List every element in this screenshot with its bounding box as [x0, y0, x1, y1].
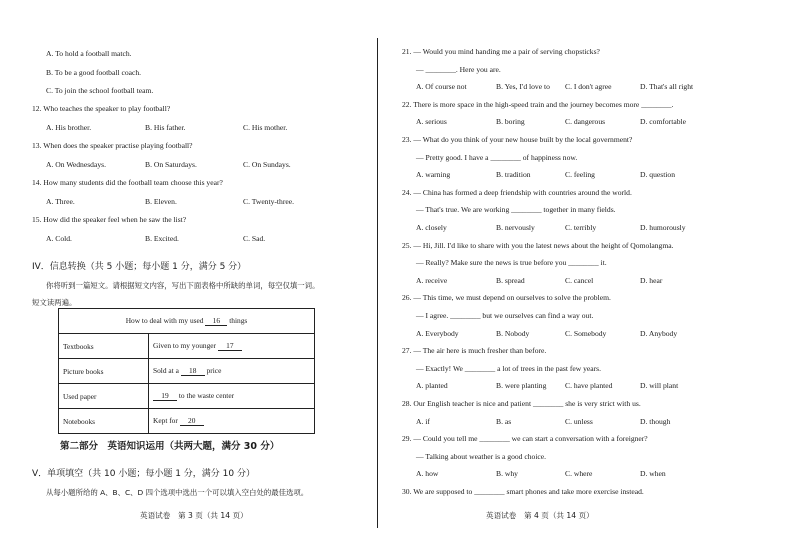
page-divider	[377, 38, 378, 528]
section-4-title: IV．信息转换（共 5 小题；每小题 1 分，满分 5 分）	[32, 262, 247, 272]
q13-stem: 13. When does the speaker practise playing football?	[32, 141, 193, 150]
question-reply: — I agree. ________ but we ourselves can find a way out.	[416, 311, 594, 320]
value-pre: Sold at a	[153, 366, 179, 375]
option-a[interactable]: A. warning	[416, 170, 451, 180]
option-d[interactable]: D. comfortable	[640, 117, 686, 127]
question-stem: 27. — The air here is much fresher than before.	[402, 346, 547, 356]
option-d[interactable]: D. Anybody	[640, 328, 678, 338]
option-c[interactable]: C. feeling	[565, 170, 595, 180]
q11-option-b: B. To be a good football coach.	[46, 68, 142, 77]
value-post: price	[206, 366, 222, 375]
option-d[interactable]: D. though	[640, 416, 671, 426]
question-stem: 29. — Could you tell me ________ we can start a conversation with a foreigner?	[402, 434, 648, 444]
option-b[interactable]: B. tradition	[496, 170, 531, 180]
question-stem: 23. — What do you think of your new house built by the local government?	[402, 135, 633, 144]
option-b[interactable]: B. nervously	[496, 223, 535, 232]
option-b[interactable]: B. Yes, I'd love to	[496, 82, 550, 92]
q12-option-b: B. His father.	[145, 123, 186, 132]
blank-17[interactable]: 17	[218, 341, 242, 351]
option-b[interactable]: B. why	[496, 469, 518, 479]
option-d[interactable]: D. will plant	[640, 381, 679, 391]
page-footer-right: 英语试卷 第 4 页（共 14 页）	[486, 511, 594, 520]
part-2-title: 第二部分 英语知识运用（共两大题，满分 30 分）	[60, 441, 280, 452]
blank-16[interactable]: 16	[205, 316, 227, 326]
question-stem: 22. There is more space in the high-speed train and the journey becomes more ________.	[402, 99, 674, 109]
q13-option-c: C. On Sundays.	[243, 160, 291, 169]
section-5-title: V．单项填空（共 10 小题；每小题 1 分，满分 10 分）	[32, 469, 255, 479]
table-row-label: Notebooks	[59, 409, 149, 434]
option-b[interactable]: B. boring	[496, 117, 525, 127]
question-reply: — Pretty good. I have a ________ of happiness now.	[416, 152, 578, 162]
table-row	[59, 359, 315, 384]
page-4-column	[384, 0, 794, 560]
option-a[interactable]: A. serious	[416, 117, 447, 127]
option-b[interactable]: B. Nobody	[496, 328, 530, 338]
table-row-value	[149, 409, 315, 434]
option-c[interactable]: C. unless	[565, 416, 593, 426]
q15-stem: 15. How did the speaker feel when he saw the list?	[32, 215, 187, 224]
table-row-label: Picture books	[59, 359, 149, 384]
question-reply: — Talking about weather is a good choice.	[416, 451, 547, 461]
value-pre: Kept for	[153, 416, 178, 425]
table-row-label: Used paper	[59, 384, 149, 409]
q12-stem: 12. Who teaches the speaker to play football?	[32, 104, 171, 113]
question-reply: — That's true. We are working ________ together in many fields.	[416, 205, 616, 215]
option-d[interactable]: D. hear	[640, 275, 663, 285]
blank-19[interactable]: 19	[153, 391, 177, 401]
option-d[interactable]: D. when	[640, 469, 666, 479]
option-a[interactable]: A. how	[416, 469, 439, 479]
q14-option-b: B. Eleven.	[145, 197, 177, 206]
option-b[interactable]: B. were planting	[496, 381, 547, 391]
info-table	[58, 308, 315, 434]
value-post: to the waste center	[178, 391, 235, 400]
question-reply: — Really? Make sure the news is true before you ________ it.	[416, 258, 607, 268]
q14-option-a: A. Three.	[46, 197, 75, 206]
question-stem: 26. — This time, we must depend on ourselves to solve the problem.	[402, 293, 611, 303]
page-3-column	[0, 0, 375, 560]
section-5-instruction: 从每小题所给的 A、B、C、D 四个选项中选出一个可以填入空白处的最佳选项。	[46, 488, 309, 497]
table-header-pre: How to deal with my used	[125, 316, 204, 325]
q12-option-c: C. His mother.	[243, 123, 288, 132]
table-row-value	[149, 384, 315, 409]
table-row	[59, 409, 315, 434]
section-4-instruction-cont: 短文读两遍。	[32, 298, 77, 307]
q15-option-a: A. Cold.	[46, 234, 72, 243]
q14-stem: 14. How many students did the football team choose this year?	[32, 178, 223, 187]
table-row	[59, 384, 315, 409]
value-pre: Given to my younger	[153, 341, 217, 350]
q11-option-a: A. To hold a football match.	[46, 49, 132, 58]
q12-option-a: A. His brother.	[46, 123, 92, 132]
table-row	[59, 334, 315, 359]
table-row-label: Textbooks	[59, 334, 149, 359]
q15-option-b: B. Excited.	[145, 234, 179, 243]
question-stem: 25. — Hi, Jill. I'd like to share with you the latest news about the height of Qomolangma.	[402, 240, 674, 250]
table-row-value	[149, 359, 315, 384]
option-d[interactable]: D. question	[640, 170, 676, 180]
option-c[interactable]: C. I don't agree	[565, 82, 612, 92]
table-row-value	[149, 334, 315, 359]
option-c[interactable]: C. Somebody	[565, 328, 607, 338]
option-d[interactable]: D. humorously	[640, 223, 686, 232]
option-a[interactable]: A. planted	[416, 381, 448, 391]
option-c[interactable]: C. where	[565, 469, 593, 479]
q13-option-a: A. On Wednesdays.	[46, 160, 106, 169]
option-c[interactable]: C. have planted	[565, 381, 613, 391]
table-header-row	[59, 309, 315, 334]
question-stem: 24. — China has formed a deep friendship with countries around the world.	[402, 187, 632, 197]
option-a[interactable]: A. if	[416, 416, 430, 426]
question-stem: 28. Our English teacher is nice and patient ________ she is very strict with us.	[402, 399, 641, 408]
option-a[interactable]: A. Of course not	[416, 82, 467, 92]
q15-option-c: C. Sad.	[243, 234, 266, 243]
q11-option-c: C. To join the school football team.	[46, 86, 154, 95]
option-c[interactable]: C. terribly	[565, 223, 597, 232]
option-a[interactable]: A. closely	[416, 223, 447, 232]
page-footer-left: 英语试卷 第 3 页（共 14 页）	[140, 511, 248, 520]
option-b[interactable]: B. as	[496, 416, 512, 426]
option-c[interactable]: C. dangerous	[565, 117, 606, 127]
table-header-cell	[59, 309, 315, 334]
section-4-instruction: 你将听到一篇短文。请根据短文内容，写出下面表格中所缺的单词，每空仅填一词。	[46, 281, 320, 290]
question-reply: — ________. Here you are.	[416, 64, 501, 74]
blank-20[interactable]: 20	[180, 416, 204, 426]
q13-option-b: B. On Saturdays.	[145, 160, 197, 169]
q14-option-c: C. Twenty-three.	[243, 197, 294, 206]
option-b[interactable]: B. spread	[496, 275, 525, 285]
question-stem: 30. We are supposed to ________ smart phones and take more exercise instead.	[402, 487, 644, 496]
table-header-post: things	[229, 316, 248, 325]
question-reply: — Exactly! We ________ a lot of trees in the past few years.	[416, 363, 602, 373]
option-a[interactable]: A. Everybody	[416, 328, 459, 338]
question-stem: 21. — Would you mind handing me a pair of serving chopsticks?	[402, 47, 600, 56]
option-c[interactable]: C. cancel	[565, 275, 594, 285]
option-a[interactable]: A. receive	[416, 275, 448, 285]
option-d[interactable]: D. That's all right	[640, 82, 694, 92]
blank-18[interactable]: 18	[181, 366, 205, 376]
